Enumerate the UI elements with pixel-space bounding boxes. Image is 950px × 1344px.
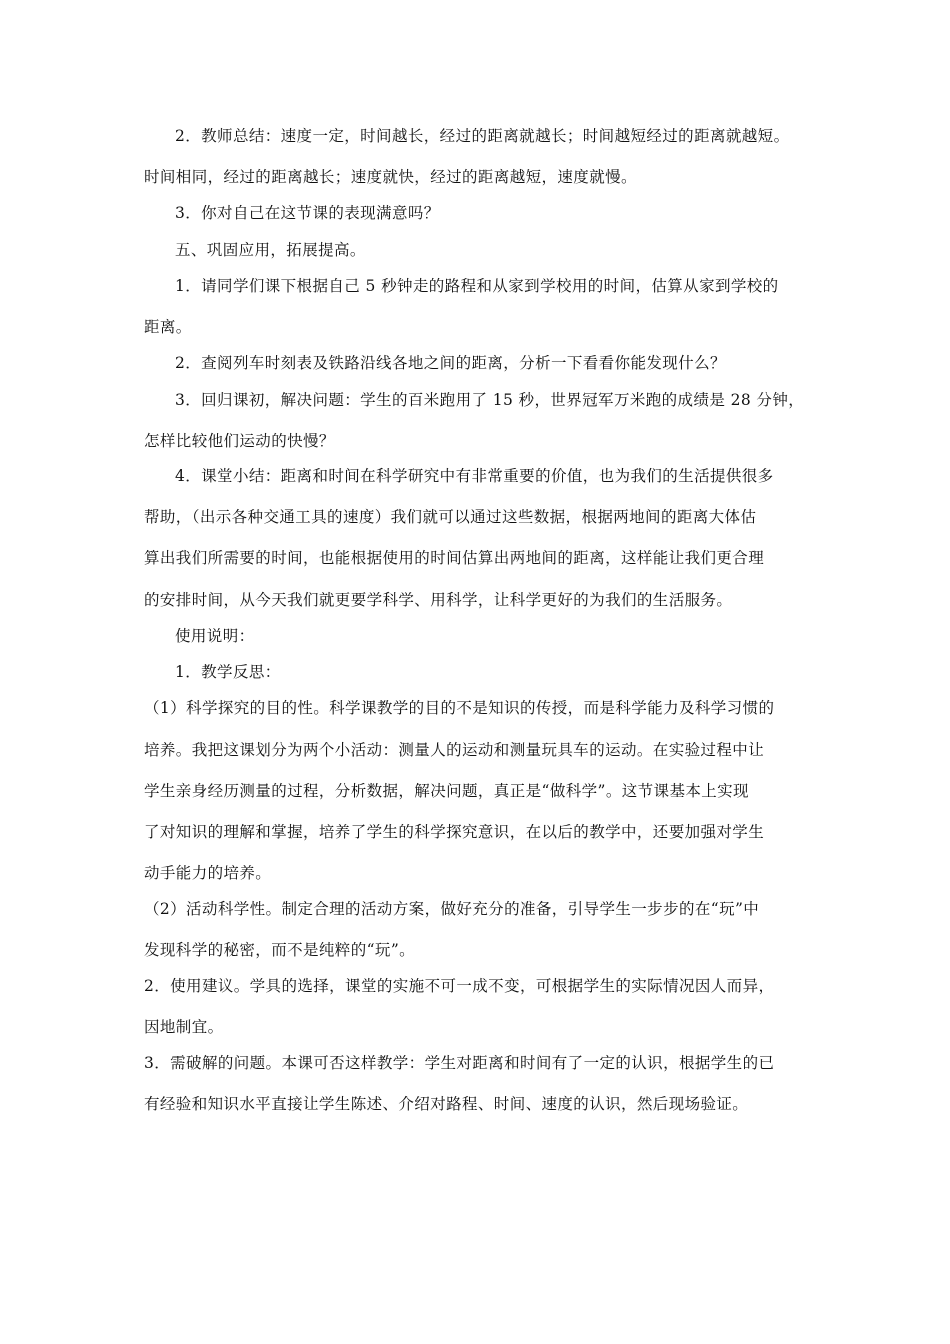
text-line: 4．课堂小结：距离和时间在科学研究中有非常重要的价值，也为我们的生活提供很多: [175, 467, 774, 485]
text-line: 动手能力的培养。: [144, 864, 272, 882]
text-line: 2．查阅列车时刻表及铁路沿线各地之间的距离，分析一下看看你能发现什么？: [175, 354, 726, 372]
text-line: 有经验和知识水平直接让学生陈述、介绍对路程、时间、速度的认识，然后现场验证。: [144, 1095, 749, 1113]
text-line: 帮助，（出示各种交通工具的速度）我们就可以通过这些数据，根据两地间的距离大体估: [144, 508, 757, 526]
text-line: 怎样比较他们运动的快慢？: [144, 432, 335, 450]
text-line: 2．教师总结：速度一定，时间越长，经过的距离就越长；时间越短经过的距离就越短。: [175, 127, 790, 145]
text-line: 了对知识的理解和掌握，培养了学生的科学探究意识，在以后的教学中，还要加强对学生: [144, 823, 765, 841]
text-line: 1．教学反思：: [175, 663, 281, 681]
section-heading: 使用说明：: [175, 627, 255, 645]
text-line: 3．回归课初，解决问题：学生的百米跑用了 15 秒，世界冠军万米跑的成绩是 28 分钟，: [175, 391, 805, 409]
text-line: 学生亲身经历测量的过程，分析数据，解决问题，真正是“做科学”。这节课基本上实现: [144, 782, 749, 800]
text-line: 培养。我把这课划分为两个小活动：测量人的运动和测量玩具车的运动。在实验过程中让: [144, 741, 765, 759]
text-line: （1）科学探究的目的性。科学课教学的目的不是知识的传授，而是科学能力及科学习惯的: [144, 699, 775, 717]
text-line: 距离。: [144, 318, 192, 336]
text-line: 算出我们所需要的时间，也能根据使用的时间估算出两地间的距离，这样能让我们更合理: [144, 549, 765, 567]
text-line: 3．需破解的问题。本课可否这样教学：学生对距离和时间有了一定的认识，根据学生的已: [144, 1054, 775, 1072]
section-heading: 五、巩固应用，拓展提高。: [175, 241, 366, 259]
text-line: 时间相同，经过的距离越长；速度就快，经过的距离越短，速度就慢。: [144, 168, 637, 186]
text-line: （2）活动科学性。制定合理的活动方案，做好充分的准备，引导学生一步步的在“玩”中: [144, 900, 760, 918]
text-line: 3．你对自己在这节课的表现满意吗？: [175, 204, 440, 222]
text-line: 发现科学的秘密，而不是纯粹的“玩”。: [144, 941, 416, 959]
text-line: 1．请同学们课下根据自己 5 秒钟走的路程和从家到学校用的时间，估算从家到学校的: [175, 277, 779, 295]
text-line: 2．使用建议。学具的选择，课堂的实施不可一成不变，可根据学生的实际情况因人而异，: [144, 977, 775, 995]
text-line: 的安排时间，从今天我们就更要学科学、用科学，让科学更好的为我们的生活服务。: [144, 591, 733, 609]
text-line: 因地制宜。: [144, 1018, 224, 1036]
